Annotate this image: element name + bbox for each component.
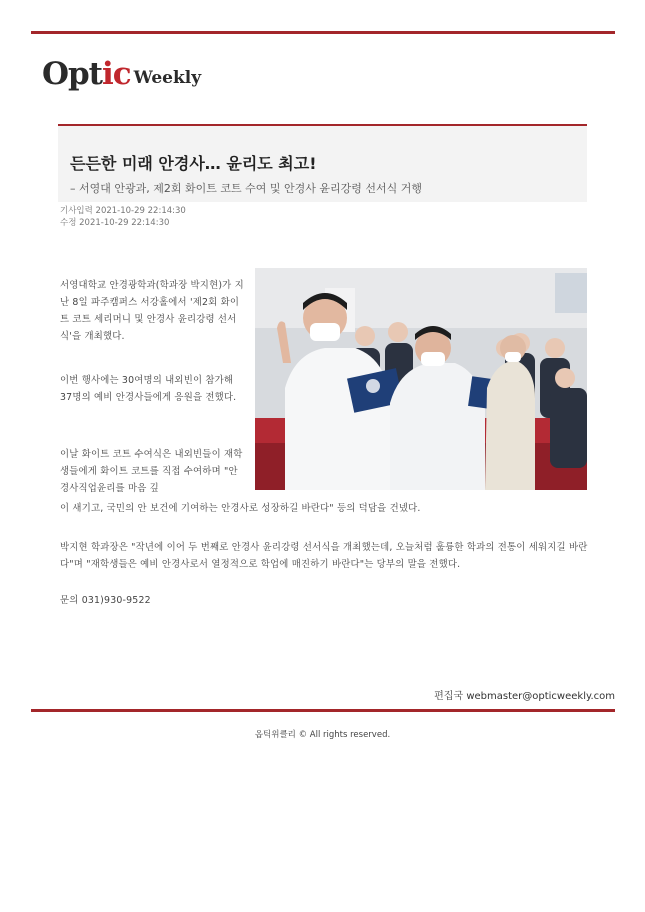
bottom-rule [31,709,615,712]
paragraph-3-cont: 이 새기고, 국민의 안 보건에 기여하는 안경사로 성장하길 바란다" 등의 덕담을 건넸다. [60,503,421,514]
article-photo [255,268,587,490]
copyright: 옵틱위클리 © All rights reserved. [254,730,391,740]
article-subhead: – 서영대 안광과, 제2회 화이트 코트 수여 및 안경사 윤리강령 선서식 거행 [70,182,422,195]
paragraph-1: 서영대학교 안경광학과(학과장 박지현)가 지난 8일 파주캠퍼스 서강홀에서 '제2회 화이트 코트 세리머니 및 안경사 윤리강령 선서식'을 개최했다. [60,280,244,342]
top-rule [31,31,615,34]
paragraph-3: 이날 화이트 코트 수여식은 내외빈들이 재학생들에게 화이트 코트를 직접 수여하며 "안경사직업윤리를 마음 깊 [60,449,243,494]
paragraph-4: 박지현 학과장은 "작년에 이어 두 번째로 안경사 윤리강령 선서식을 개최했는데, 오늘처럼 훌륭한 학과의 전통이 세워지길 바란다"며 "재학생들은 예비 안경사로서 열정적으로 학업에 매진하기 바란다"는 당부의 말을 전했다. [60,542,588,570]
article-headline: 든든한 미래 안경사… 윤리도 최고! [70,154,317,173]
logo-wordmark: Optic [42,56,131,92]
editor-label: 편집국 [434,691,464,702]
editor-email-link[interactable]: webmaster@opticweekly.com [466,691,615,702]
ceremony-photo-illustration [255,268,587,490]
modified-date: 수정 2021-10-29 22:14:30 [60,218,170,228]
paragraph-2: 이번 행사에는 30여명의 내외빈이 참가해 37명의 예비 안경사들에게 응원을 전했다. [60,375,237,403]
site-logo[interactable] [42,54,201,90]
logo-sub: Weekly [133,68,202,88]
published-date: 기사입력 2021-10-29 22:14:30 [60,206,186,216]
contact-line: 문의 031)930-9522 [60,595,151,606]
editor-contact [434,687,615,702]
